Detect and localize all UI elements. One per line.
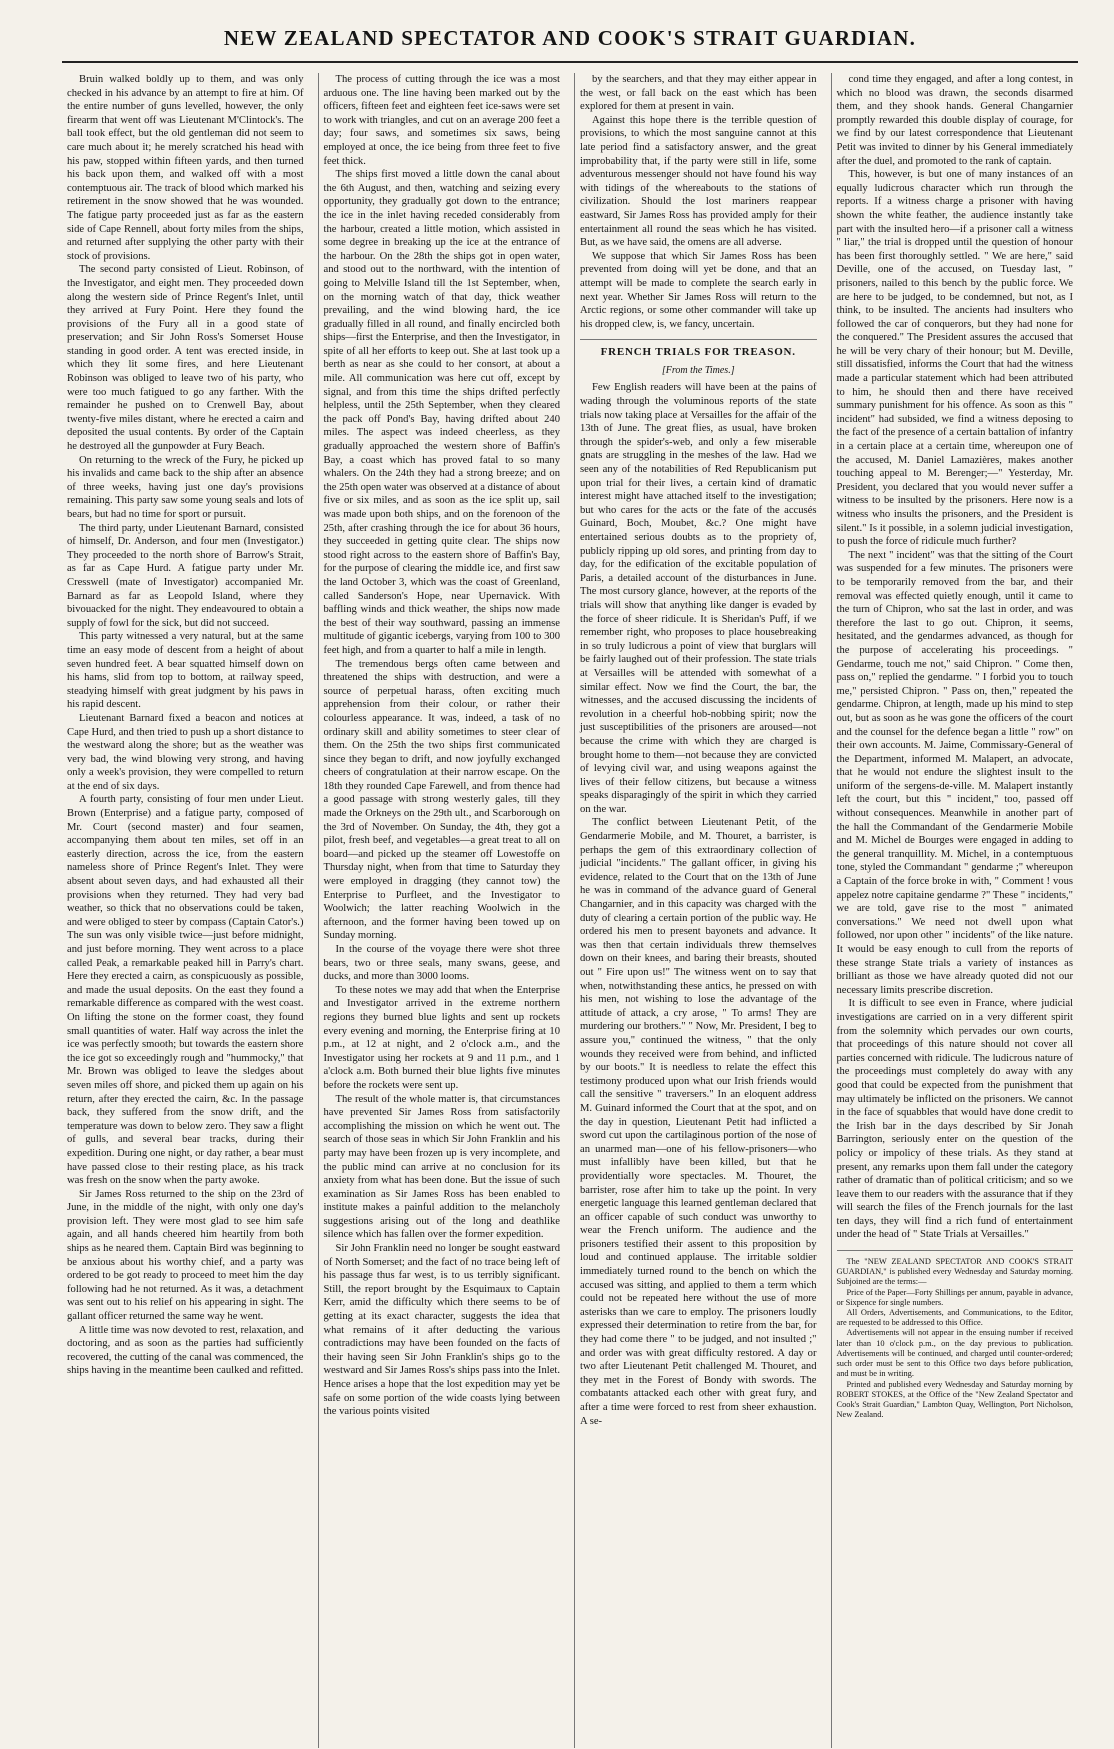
imprint	[837, 1257, 1074, 1420]
column-3	[574, 73, 822, 1748]
paragraph: by the searchers, and that they may either appear in the west, or fall back on the east which has been explored for them at present in vain.	[580, 74, 817, 113]
paragraph: Printed and published every Wednesday and Saturday morning by ROBERT STOKES, at the Office of the "New Zealand Spectator and Cook's Strait Guardian," Lambton Quay, Wellington, Port Nicholson, New Zealand.	[836, 1379, 1073, 1420]
paragraph: Lieutenant Barnard fixed a beacon and notices at Cape Hurd, and then tried to push up a short distance to the westward along the shore; but as the weather was very bad, the wind blowing very strong, and having only a week's provision, they were compelled to return at the end of six days.	[67, 712, 304, 792]
column-2	[318, 73, 566, 1748]
column-3-article	[580, 381, 817, 1428]
article-source: [From the Times.]	[661, 364, 735, 376]
paragraph: The second party consisted of Lieut. Robinson, of the Investigator, and eight men. They proceeded down along the western side of Prince Regent's Inlet, until they arrived at Fury Point. Here they found the provisions of the Fury all in a good state of preservation; and Sir John Ross's Somerset House standing in good order. A tent was erected inside, in which they lit some fires, and here Lieutenant Robinson was obliged to leave two of his party, who were too much fatigued to go any farther. With the remainder he pushed on to Crenwell Bay, about twenty-five miles distant, where he erected a cairn and deposited the usual contents. By order of the Captain he destroyed all the gunpowder at Fury Beach.	[67, 264, 304, 453]
paragraph: It is difficult to see even in France, where judicial investigations are carried on in a very different spirit from the solemnity which pervades our own courts, that proceedings of this nature should not cover all parties concerned with ridicule. The ludicrous nature of the proceedings must completely do away with any good that could be expected from the punishment that may ultimately be inflicted on the prisoners. We cannot in the face of squabbles that would have done credit to the Irish bar in the days described by Sir Jonah Barrington, seriously enter on the question of the policy or impolicy of these trials. As they stand at present, any remarks upon them fall under the category rather of dramatic than of political criticism; and so we leave them to our readers with the assurance that if they will search the files of the French journals for the last ten days, they will find a rich fund of entertainment under the head of " State Trials at Versailles."	[836, 998, 1074, 1241]
paragraph: To these notes we may add that when the Enterprise and Investigator arrived in the extreme northern regions they burned blue lights and sent up rockets every evening and morning, the Enterprise firing at 10 p.m., at 12 at night, and 2 o'clock a.m., and the Investigator using her rockets at 9 and 11 p.m., and 1 a'clock a.m. Both burned their blue lights five minutes before the rockets were sent up.	[323, 984, 560, 1091]
paragraph: We suppose that which Sir James Ross has been prevented from doing will yet be done, and that an attempt will be made to complete the search early in next year. Whether Sir James Ross will return to the Arctic regions, or some other commander will take up his dropped clew, is, we fancy, uncertain.	[580, 250, 817, 330]
paragraph: The process of cutting through the ice was a most arduous one. The line having been marked out by the officers, fifteen feet and eighteen feet ice-saws were set to work with triangles, and cut on an average 200 feet a day; four saws, and sometimes six saws, being employed at once, the ice being from three feet to five feet thick.	[323, 74, 560, 167]
paragraph: This party witnessed a very natural, but at the same time an easy mode of descent from a height of about seven hundred feet. A bear squatted himself down on his hams, slid from top to bottom, at railway speed, steadying himself with great judgment by his paws in his rapid descent.	[67, 631, 304, 711]
article-heading: FRENCH TRIALS FOR TREASON.	[580, 339, 817, 360]
column-3-top	[580, 73, 817, 331]
paragraph: The result of the whole matter is, that circumstances have prevented Sir James Ross from satisfactorily accomplishing the mission on which he went out. The search of those seas in which Sir John Franklin and his party may have been frozen up is very incomplete, and the public mind can arrive at no conclusion for its anxiety from what has been done. But the issue of such examination as Sir James Ross has been enabled to institute makes a painful addition to the melancholy suggestions arising out of the long and deathlike silence which has fallen over the former expedition.	[323, 1093, 560, 1241]
paragraph: All Orders, Advertisements, and Communications, to the Editor, are requested to be addressed to this Office.	[836, 1308, 1073, 1328]
paragraph: On returning to the wreck of the Fury, he picked up his invalids and came back to the ship after an absence of three weeks, having just one day's provisions remaining. This party saw some young seals and lots of bears, but had no time for sport or pursuit.	[67, 454, 304, 520]
imprint-divider	[837, 1250, 1074, 1251]
columns	[62, 73, 1078, 1748]
paragraph: Sir James Ross returned to the ship on the 23rd of June, in the middle of the night, with only one day's provision left. They were most glad to see him safe again, and all hands cheered him heartily from both ships as he neared them. Captain Bird was beginning to be anxious about his worthy chief, and a party was ordered to be got ready to proceed to meet him the day following had he not returned. As it was, a detachment was sent out to his relief on his appearing in sight. The gallant officer returned the same way he went.	[67, 1188, 304, 1323]
paragraph: Bruin walked boldly up to them, and was only checked in his advance by an attempt to fire at him. Of the entire number of guns levelled, however, the only firearm that went off was Lieutenant M'Clintock's. The ball took effect, but the old gentleman did not seem to care much about it; he merely scratched his head with his paw, stopped within fifteen yards, and then turned his back upon them, and walked off with a most contemptuous air. The track of blood which marked his retirement in the snow showed that he was wounded. The fatigue party proceeded just as far as the eastern side of Cape Rennell, about forty miles from the ships, and returned after supplying the other party with their stock of provisions.	[67, 74, 304, 262]
paragraph: Advertisements will not appear in the ensuing number if received later than 10 o'clock p.m., on the day previous to publication. Advertisements will be continued, and charged until counter-ordered; such order must be sent to this Office two days before publication, and must be in writing.	[836, 1328, 1073, 1379]
paragraph: The third party, under Lieutenant Barnard, consisted of himself, Dr. Anderson, and four men (Investigator.) They proceeded to the north shore of Barrow's Strait, as far as Cape Hurd. A fatigue party under Mr. Cresswell (mate of Investigator) accompanied Mr. Barnard as far as Leopold Island, where they bivouacked for the night. They endeavoured to obtain a supply of fowl for the sick, but did not succeed.	[67, 522, 304, 629]
paragraph: The ships first moved a little down the canal about the 6th August, and then, watching and seizing every opportunity, they gradually got down to the entrance; the ice in the inlet having receded considerably from the harbour, created a little motion, which assisted in some degree in breaking up the ice at the entrance of the harbour. On the 28th the ships got in open water, and stood out to the northward, with the intention of going to Melville Island till the 1st September, when, on the morning watch of that day, thick weather prevailing, and the wind blowing hard, the ice gradually filled in all round, and finally encircled both ships—first the Enterprise, and then the Investigator, in spite of all her efforts to keep out. She at last took up a berth as near as she could to her consort, at about a mile. All communication was here cut off, except by signal, and from this time the ships drifted perfectly helpless, until the 25th September, when they cleared the pack off Pond's Bay, having drifted about 240 miles. The aspect was indeed cheerless, as they gradually approached the western shore of Baffin's Bay, a coast which has proved fatal to so many whalers. On the 24th they had a strong breeze; and on the 25th open water was observed at a distance of about five or six miles, and as soon as the ice split up, sail was made upon both ships, and on the forenoon of the 25th, after crashing through the ice for about 36 hours, they succeeded in getting quite clear. The ships now stood right across to the eastern shore of Baffin's Bay, for the purpose of clearing the middle ice, and first saw the land October 3, which was the coast of Greenland, called Sanderson's Hope, near Upernavick. With baffling winds and thick weather, the ships now made the best of their way southward, passing an immense multitude of gigantic icebergs, varying from 100 to 300 feet high, and from a quarter to half a mile in length.	[323, 169, 561, 656]
paragraph: This, however, is but one of many instances of an equally ludicrous character which run through the reports. If a witness charge a prisoner with having shown the white feather, the audience instantly take part with the insulted hero—if a prisoner call a witness " liar," the trial is dropped until the question of honour has been first thoroughly settled. " We are here," said Deville, one of the accused, on Tuesday last, " prisoners, nailed to this bench by the public force. We are here to be judged, to be condemned, but not, as I think, to be insulted. The ancients had insulters who followed the car of conquerors, but they had none for the conquered." The President assures the accused that he will be very chary of their honour; but M. Deville, still dissatisfied, informs the Court that had the witness made a particular statement which had been attributed to him, he should then and there have received summary punishment for his offence. As soon as this " incident" had subsided, we find a witness deposing to the fact of the presence of a certain battalion of infantry in a certain place at a certain time, whereupon one of the accused, M. Daniel Lamazières, makes another touching appeal to M. Berenger;—" Yesterday, Mr. President, you declared that you would never suffer a witness to be insulted by the prisoners. Here now is a witness who insults the prisoners, and the President is silent." Is it possible, in a solemn judicial investigation, to push the force of ridicule much further?	[836, 169, 1073, 548]
paragraph: The "NEW ZEALAND SPECTATOR AND COOK'S STRAIT GUARDIAN," is published every Wednesday and Saturday morning. Subjoined are the terms:—	[836, 1257, 1073, 1287]
paragraph: The tremendous bergs often came between and threatened the ships with destruction, and were a source of perpetual harass, often exciting much apprehension from their colour, or rather their colourless appearance. It was, indeed, a task of no ordinary skill and ability sometimes to steer clear of them. On the 25th the two ships first communicated since they began to drift, and now joyfully exchanged cheers of congratulation at their narrow escape. On the 18th they rounded Cape Farewell, and from thence had a good passage with strong westerly gales, till they made the Orkneys on the 29th ult., and Scarborough on the 3rd of November. On Sunday, the 4th, they got a pilot, fresh beef, and vegetables—a great treat to all on board—and picked up the steamer off Lowestoffe on Thursday night, when from that time to Saturday they were employed in dragging (they cannot tow) the Enterprise to Purfleet, and the Investigator to Woolwich; the latter reaching Woolwich in the afternoon, and the former having been towed up on Sunday morning.	[323, 658, 560, 942]
column-4	[831, 73, 1079, 1748]
paragraph: The conflict between Lieutenant Petit, of the Gendarmerie Mobile, and M. Thouret, a barrister, is perhaps the gem of this extraordinary collection of judicial "incidents." The gallant officer, in giving his evidence, related to the Court that on the 13th of June he was in command of the advance guard of General Changarnier, and in this capacity was charged with the duty of clearing a certain portion of the public way. He ordered his men to present bayonets and advance. It was then that certain individuals threw themselves down on their knees, and baring their breasts, shouted out " Fire upon us!" The witness went on to say that when, notwithstanding these antics, he pressed on with his men, not wishing to lose the advantage of the attitude of attack, a cry arose, " To arms! They are murdering our brothers." " Now, Mr. President, I beg to assure you," continued the witness, " that the only wounds they received were from behind, and inflicted by our boots." It is needless to relate the effect this testimony produced upon what our Irish friends would call the sensitive " traversers." In an eloquent address M. Guinard informed the Court that at the spot, and on the day in question, Lieutenant Petit had inflicted a sword cut upon the cartilaginous portion of the nose of an unarmed man—one of his fellow-prisoners—who must infallibly have been killed, but that he providentially wore spectacles. M. Thouret, the barrister, rose after him to take up the point. In very energetic language this learned gentleman declared that an officer capable of such conduct was unworthy to wear the French uniform. The audience and the prisoners testified their assent to this proposition by loud and continued applause. The irritable soldier immediately turned round to the bench on which the accused was sitting, and applied to them a term which could not be repeated here without the use of more asterisks than we care to employ. The prisoners loudly expressed their determination to retire from the bar, for they had come there " to be judged, and not insulted ;" and order was with great difficulty restored. A day or two after Lieutenant Petit challenged M. Thouret, and they met in the Forest of Bondy with swords. The combatants attacked each other with great fury, and after a time were forced to rest from sheer exhaustion. A se-	[580, 817, 817, 1427]
paragraph: Few English readers will have been at the pains of wading through the voluminous reports of the state trials now taking place at Versailles for the affair of the 13th of June. The great flies, as usual, have broken through the spider's-web, and only a few miserable gnats are struggling in the meshes of the law. Had we seen any of the notabilities of Red Republicanism put upon trial for their lives, a certain kind of dramatic interest might have attached itself to the investigation; but who cares for the acts or the fate of the accusés Guinard, Boch, Moubet, &c.? One might have entertained serious doubts as to the propriety of, publicly ripping up old sores, and printing from day to day, for the edification of the excitable population of Paris, a detailed account of the disturbances in June. The most cursory glance, however, at the reports of the trials will show that anything like danger is evaded by the force of sheer ridicule. It is Sheridan's Puff, if we remember right, who proposes to place housebreaking in so truly ludicrous a point of view that burglars will be fairly laughed out of their profession. The state trials at Versailles will be attended with somewhat of a similar effect. Now we find the Court, the bar, the witnesses, and the accused discussing the incidents of revolution in a cheerful hob-nobbing spirit; now the just susceptibilities of the prisoners are aroused—not because the crime with which they are charged is brought home to them—not because they are convicted of levying civil war, and using weapons against the lives of their fellow citizens, but because a witness speaks disparagingly of the spirit in which they carried on the war.	[580, 382, 817, 815]
paragraph: In the course of the voyage there were shot three bears, two or three seals, many swans, geese, and ducks, and more than 3000 looms.	[323, 944, 560, 983]
paragraph: The next " incident" was that the sitting of the Court was suspended for a few minutes. The prisoners were to be temporarily removed from the bar, and their removal was effected quietly enough, until it came to the turn of Chipron, who sat the last in order, and was therefore the last to go out. Chipron, it seems, hesitated, and the gendarmes advanced, as though for the purpose of accelerating his proceedings. " Gendarme, touch me not," said Chipron. " Come then, pass on," replied the gendarme. " I forbid you to touch me," persisted Chipron. " Pass on, then," repeated the gendarme. Chipron, at length, made up his mind to step out, but as soon as he was gone the officers of the court and the counsel for the defence began a little " row" on their own accounts. M. Jaime, Commissary-General of the Department, informed M. Malapert, an advocate, that he would not endure the slightest insult to the uniform of the sergens-de-ville. M. Malapert instantly left the court, but this " incident," too, passed off without consequences. Meanwhile in another part of the hall the Commandant of the Gendarmerie Mobile and M. Michel de Bourges were engaged in adding to the general tranquillity. M. Michel, in a contemptuous tone, styled the Commandant " gendarme ;" whereupon a Captain of the force broke in with, " Comment ! vous appelez notre capitaine gendarme ?" These " incidents," we are told, gave rise to the most " animated conversations." We need not dwell upon what followed, nor upon other " incidents" of the like nature. It would be easy enough to cull from the reports of these strange State trials a variety of instances as brilliant as those we have already quoted did not our necessary limits prescribe discretion.	[836, 549, 1073, 996]
masthead: NEW ZEALAND SPECTATOR AND COOK'S STRAIT GUARDIAN.	[62, 0, 1078, 63]
column-4-article	[837, 73, 1074, 1242]
paragraph: Price of the Paper—Forty Shillings per annum, payable in advance, or Sixpence for single numbers.	[836, 1287, 1073, 1307]
column-1	[62, 73, 309, 1748]
paragraph: A little time was now devoted to rest, relaxation, and doctoring, and as soon as the parties had sufficiently recovered, the cutting of the canal was commenced, the ships having in the meantime been caulked and refitted.	[67, 1324, 304, 1377]
paragraph: Sir John Franklin need no longer be sought eastward of North Somerset; and the fact of no trace being left of his passage thus far west, is to us terribly significant. Still, the report brought by the Esquimaux to Captain Kerr, amid the difficulty which there seems to be of getting at its exact character, suggests the idea that what remains of it after deducting the various contradictions may have been founded on the facts of their having seen Sir John Franklin's ships go to the westward and Sir James Ross's ships pass into the Inlet. Hence arises a hope that the lost expedition may yet be safe on some portion of the wide coasts lying between the various points visited	[323, 1243, 560, 1418]
paragraph: A fourth party, consisting of four men under Lieut. Brown (Enterprise) and a fatigue party, composed of Mr. Court (second master) and four seamen, accompanying them about ten miles, set off in an easterly direction, across the ice, from the eastern nameless shore of Prince Regent's Inlet. They were absent about seven days, and had exhausted all their provisions when they returned. They had very bad weather, so thick that no observations could be taken, and were obliged to steer by compass (Captain Cator's.) The sun was only visible twice—just before midnight, and just before morning. They went across to a place called Peak, a remarkable peaked hill in Parry's chart. Here they erected a cairn, as conspicuously as possible, and made the usual deposits. On the east they found a remarkable difference as compared with the west coast. On lifting the stone on the former coast, they found small quantities of water. Half way across the inlet the ice was perfectly smooth; but towards the eastern shore the ice got so exceedingly rough and "hummocky," that Mr. Brown was obliged to leave the sledges about seven miles off shore, and picked them up again on his return, after they erected the cairn, &c. In the passage back, they suffered from the snow drift, and the temperature was down to below zero. They saw a flight of gulls, and several bear tracks, during their expedition. During one night, or day rather, a bear must have passed close to their resting place, as his track was fresh on the snow when the party awoke.	[67, 794, 304, 1187]
paragraph: cond time they engaged, and after a long contest, in which no blood was drawn, the seconds disarmed them, and they shook hands. General Changarnier promptly rewarded this double display of courage, for we find by our latest correspondence that Lieutenant Petit was invited to dinner by his General immediately after the duel, and promoted to the rank of captain.	[836, 74, 1073, 167]
paragraph: Against this hope there is the terrible question of provisions, to which the most sanguine cannot at this late period find a satisfactory answer, and the great improbability that, if the party were still in life, some adventurous messenger should not have found his way with tidings of the whereabouts to the stations of civilization. Should the lost mariners reappear eastward, Sir James Ross has provided amply for their entertainment all round the seas which he has visited. But, as we have said, the omens are all adverse.	[580, 114, 817, 249]
